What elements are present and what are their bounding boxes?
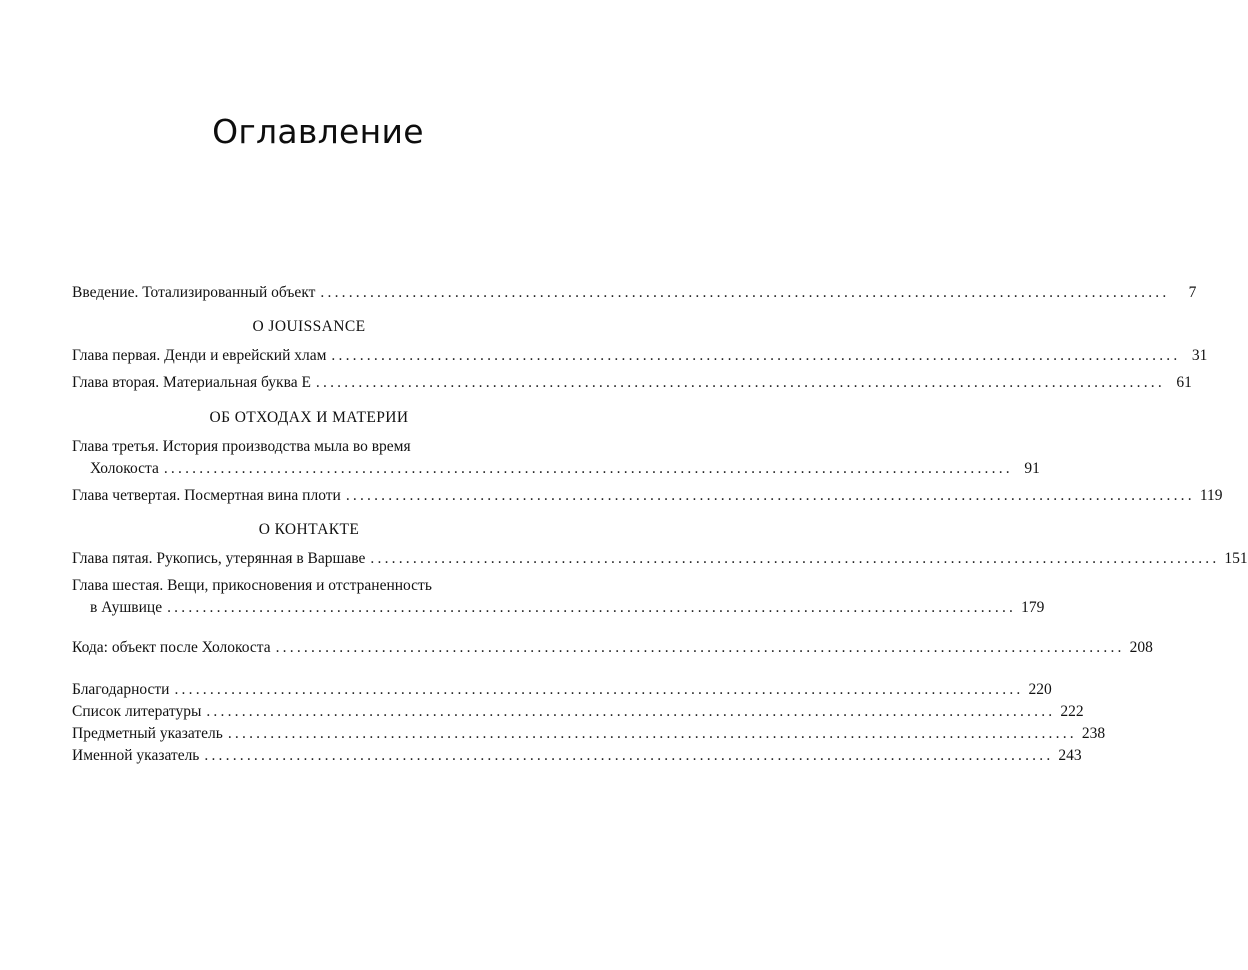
toc-entry-title: Благодарности [72, 681, 170, 698]
toc-entry-title: Глава четвертая. Посмертная вина плоти [72, 487, 341, 504]
section-heading-waste-and-matter: ОБ ОТХОДАХ И МАТЕРИИ [209, 409, 409, 426]
toc-entry-subject-index [72, 723, 1106, 745]
leader-dots: ........................................................................................................................ [345, 487, 1195, 504]
toc-entry-title: Глава первая. Денди и еврейский хлам [72, 347, 327, 364]
toc-entry-introduction [72, 282, 1197, 304]
leader-dots: ........................................................................................................................ [206, 703, 1056, 720]
toc-entry-title: Холокоста [90, 460, 159, 477]
toc-entry-title: Глава пятая. Рукопись, утерянная в Варшаве [72, 550, 366, 567]
leader-dots: ........................................................................................................................ [174, 681, 1024, 698]
leader-dots: ........................................................................................................................ [167, 599, 1017, 616]
toc-entry-chapter-5 [72, 548, 1248, 570]
toc-entry-page: 220 [1028, 681, 1052, 698]
section-heading-contact: О КОНТАКТЕ [258, 521, 360, 538]
leader-dots: ........................................................................................................................ [163, 460, 1013, 477]
toc-entry-title: в Аушвице [90, 599, 163, 616]
toc-entry-coda [72, 637, 1153, 659]
toc-entry-chapter-3-line1: Глава третья. История производства мыла во время [72, 438, 411, 455]
toc-entry-page: 7 [1188, 284, 1197, 301]
toc-entry-name-index [72, 745, 1082, 767]
toc-entry-bibliography [72, 701, 1084, 723]
toc-entry-page: 151 [1224, 550, 1248, 567]
toc-entry-chapter-1 [72, 345, 1208, 367]
toc-entry-title: Список литературы [72, 703, 202, 720]
toc-entry-title: Введение. Тотализированный объект [72, 284, 316, 301]
toc-entry-acknowledgments [72, 679, 1052, 701]
leader-dots: ........................................................................................................................ [275, 639, 1125, 656]
toc-entry-title: Глава вторая. Материальная буква Е [72, 374, 311, 391]
leader-dots: ........................................................................................................................ [315, 374, 1165, 391]
toc-entry-page: 119 [1199, 487, 1223, 504]
toc-entry-chapter-6-line1: Глава шестая. Вещи, прикосновения и отстраненность [72, 577, 432, 594]
leader-dots: ........................................................................................................................ [320, 284, 1170, 301]
toc-entry-page: 91 [1024, 460, 1040, 477]
toc-entry-chapter-4 [72, 485, 1223, 507]
toc-entry-title: Кода: объект после Холокоста [72, 639, 271, 656]
leader-dots: ........................................................................................................................ [227, 725, 1077, 742]
toc-entry-page: 222 [1060, 703, 1084, 720]
toc-entry-page: 238 [1081, 725, 1106, 742]
leader-dots: ........................................................................................................................ [370, 550, 1220, 567]
toc-entry-page: 31 [1191, 347, 1208, 364]
toc-entry-chapter-2 [72, 372, 1192, 394]
toc-entry-chapter-3 [72, 458, 1040, 480]
leader-dots: ........................................................................................................................ [331, 347, 1181, 364]
toc-entry-page: 208 [1129, 639, 1153, 656]
section-heading-jouissance: О JOUISSANCE [252, 318, 366, 335]
leader-dots: ........................................................................................................................ [204, 747, 1054, 764]
toc-entry-page: 61 [1176, 374, 1192, 391]
toc-entry-title: Именной указатель [72, 747, 200, 764]
toc-entry-title: Предметный указатель [72, 725, 223, 742]
toc-entry-chapter-6 [72, 597, 1045, 619]
page-title: Оглавление [212, 112, 424, 151]
toc-entry-page: 179 [1021, 599, 1045, 616]
toc-entry-page: 243 [1058, 747, 1082, 764]
